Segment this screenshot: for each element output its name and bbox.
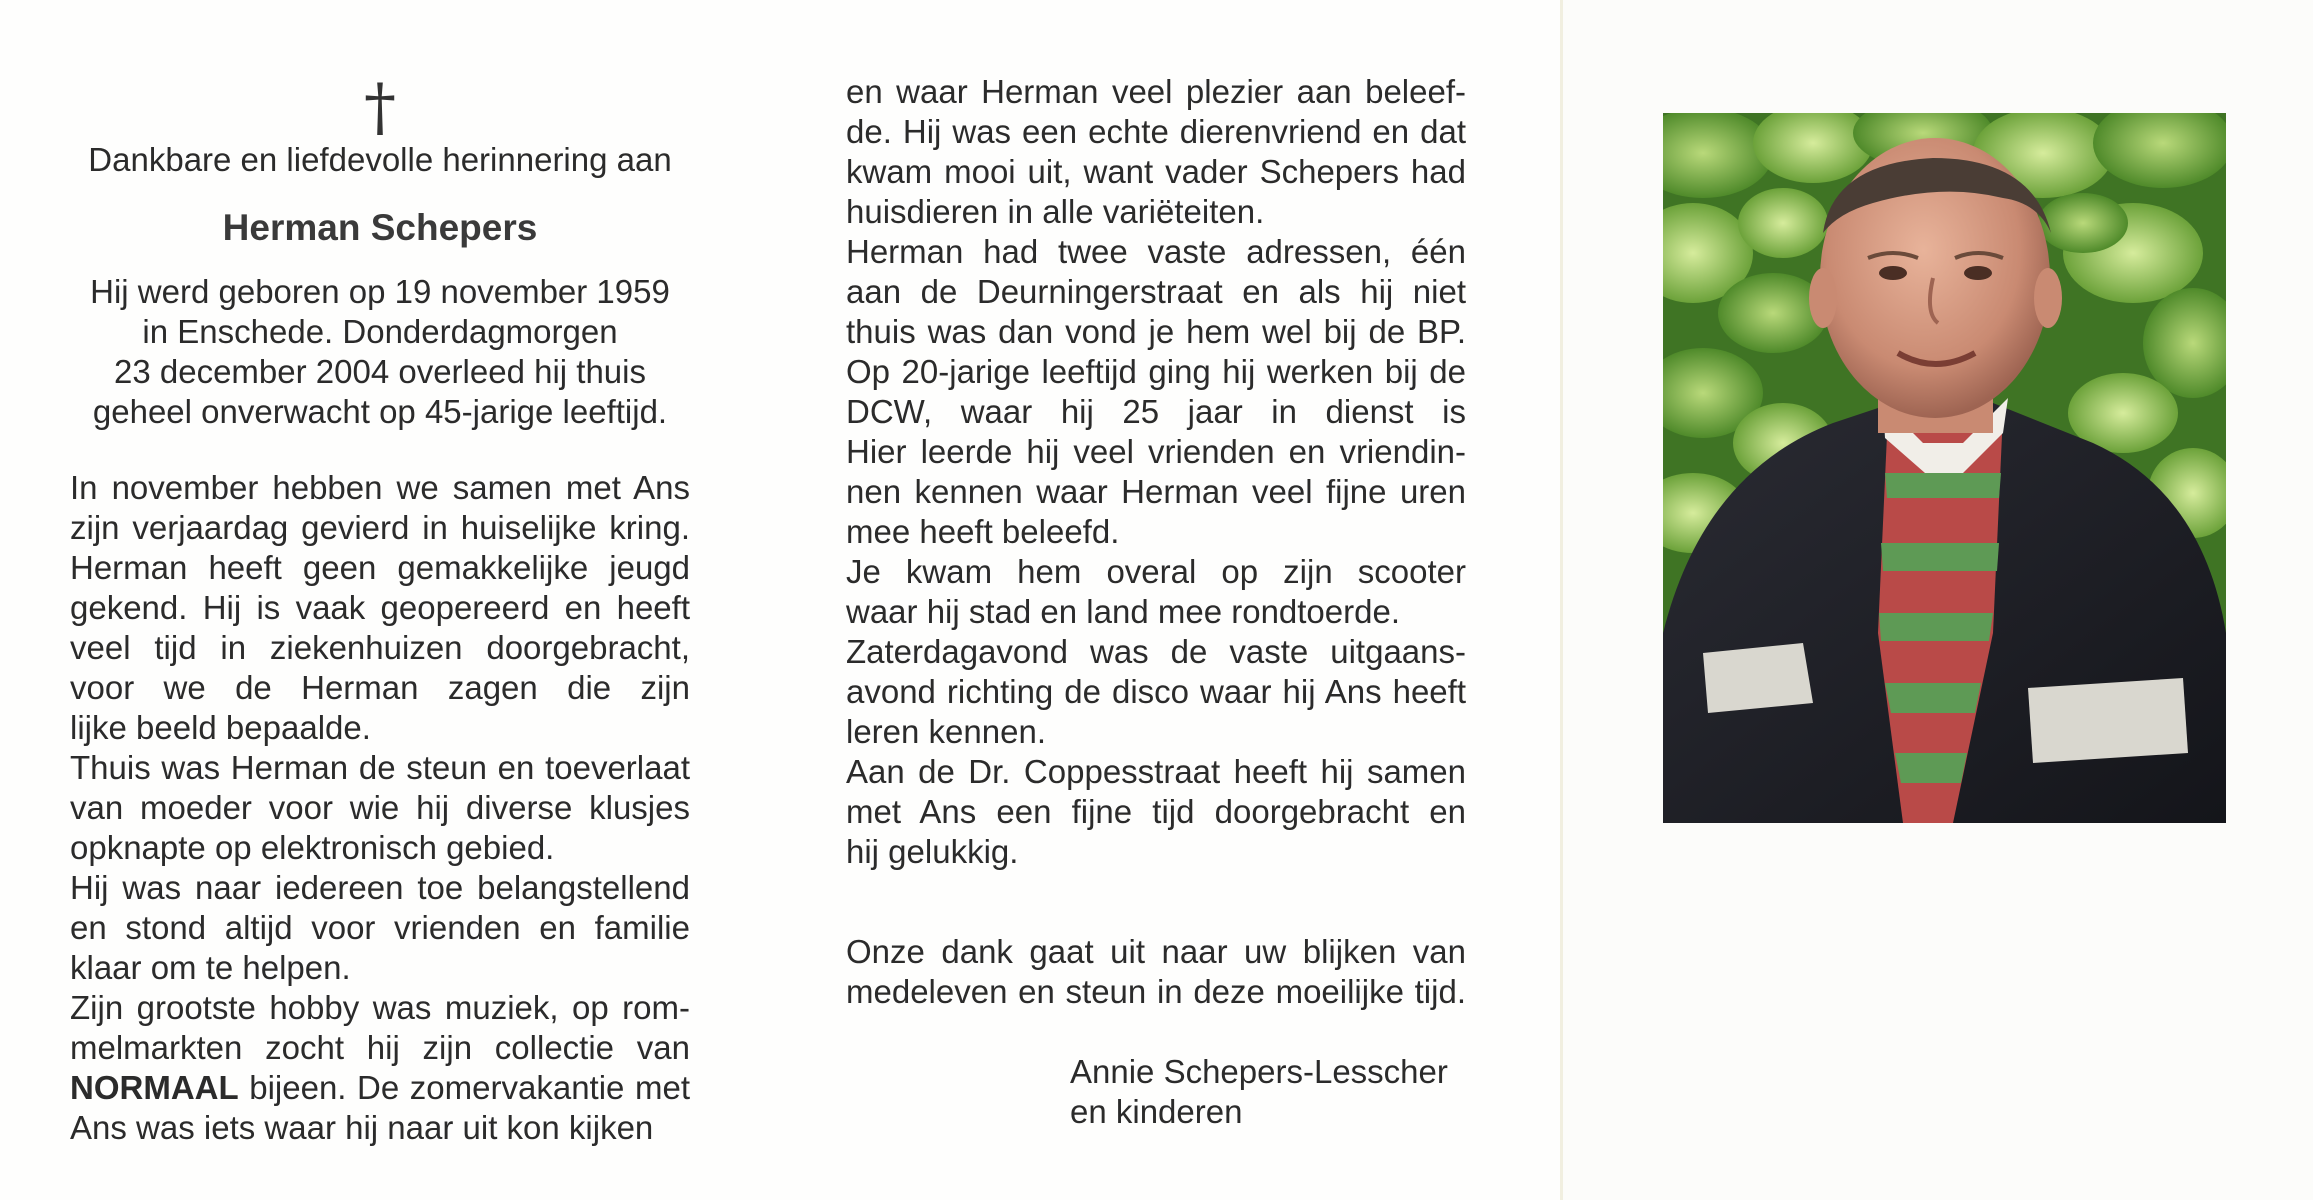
text-line: leren kennen. (846, 713, 1046, 750)
birth-line: 23 december 2004 overleed hij thuis (113, 353, 646, 390)
text-line: lijke beeld bepaalde. (70, 709, 371, 746)
text-line: gekend. Hij is vaak geopereerd en heeft (70, 589, 690, 626)
text-line: nen kennen waar Herman veel fijne uren (846, 473, 1466, 510)
portrait-photo (1663, 113, 2226, 823)
birth-line: Hij werd geboren op 19 november 1959 (90, 273, 670, 310)
cross-icon: † (364, 71, 396, 145)
text-line: en stond altijd voor vrienden en familie (70, 909, 690, 946)
signature (1070, 1052, 1448, 1132)
signature-line: Annie Schepers-Lesscher (1070, 1053, 1448, 1090)
text-line: Aan de Dr. Coppesstraat heeft hij samen (846, 753, 1466, 790)
text-line: waar hij stad en land mee rondtoerde. (846, 593, 1401, 630)
text-line: hij gelukkig. (846, 833, 1019, 870)
birth-details (40, 272, 720, 432)
text-line: zijn verjaardag gevierd in huiselijke kring. (70, 509, 690, 546)
text-line: Onze dank gaat uit naar uw blijken van (846, 933, 1466, 970)
intro-text: Dankbare en liefdevolle herinnering aan (88, 141, 672, 178)
text-line: en waar Herman veel plezier aan beleef- (846, 73, 1466, 110)
text-line: huisdieren in alle variëteiten. (846, 193, 1265, 230)
text-line: Op 20-jarige leeftijd ging hij werken bij de (846, 353, 1466, 390)
text-line: van moeder voor wie hij diverse klusjes (70, 789, 690, 826)
text-line: Herman had twee vaste adressen, één (846, 233, 1466, 270)
text-line: veel tijd in ziekenhuizen doorgebracht, (70, 629, 690, 666)
text-line: Hier leerde hij veel vrienden en vriendin- (846, 433, 1466, 470)
text-line: medeleven en steun in deze moeilijke tijd. (846, 973, 1466, 1010)
text-line: Ans was iets waar hij naar uit kon kijken (70, 1109, 654, 1146)
signature-line: en kinderen (1070, 1093, 1243, 1130)
text-line: mee heeft beleefd. (846, 513, 1120, 550)
text-line: melmarkten zocht hij zijn collectie van (70, 1029, 690, 1066)
text-line: voor we de Herman zagen die zijn (70, 669, 690, 706)
text-line: thuis was dan vond je hem wel bij de BP. (846, 313, 1466, 350)
text-line: met Ans een fijne tijd doorgebracht en (846, 793, 1466, 830)
text-line: avond richting de disco waar hij Ans heeft (846, 673, 1466, 710)
text-line: de. Hij was een echte dierenvriend en dat (846, 113, 1466, 150)
memorial-text-column-2 (846, 72, 1466, 872)
text-line: Zijn grootste hobby was muziek, op rom- (70, 989, 690, 1026)
text-line: DCW, waar hij 25 jaar in dienst is (846, 393, 1466, 430)
text-line: kwam mooi uit, want vader Schepers had (846, 153, 1466, 190)
birth-line: geheel onverwacht op 45-jarige leeftijd. (92, 393, 668, 430)
deceased-name: Herman Schepers (222, 207, 538, 248)
text-line (70, 1068, 690, 1108)
text-line: Zaterdagavond was de vaste uitgaans- (846, 633, 1466, 670)
text-line: Je kwam hem overal op zijn scooter (846, 553, 1466, 590)
birth-line: in Enschede. Donderdagmorgen (142, 313, 618, 350)
thanks-text (846, 932, 1466, 1012)
memorial-text-column-1 (70, 468, 690, 1148)
text-line-rest: bijeen. De zomervakantie met (249, 1069, 690, 1106)
text-line: Hij was naar iedereen toe belangstellend (70, 869, 690, 906)
text-line: klaar om te helpen. (70, 949, 351, 986)
text-line: aan de Deurningerstraat en als hij niet (846, 273, 1466, 310)
band-name-normaal: NORMAAL (70, 1069, 239, 1106)
text-line: In november hebben we samen met Ans (70, 469, 690, 506)
text-line: opknapte op elektronisch gebied. (70, 829, 555, 866)
text-line: Thuis was Herman de steun en toeverlaat (70, 749, 690, 786)
text-line: Herman heeft geen gemakkelijke jeugd (70, 549, 690, 586)
